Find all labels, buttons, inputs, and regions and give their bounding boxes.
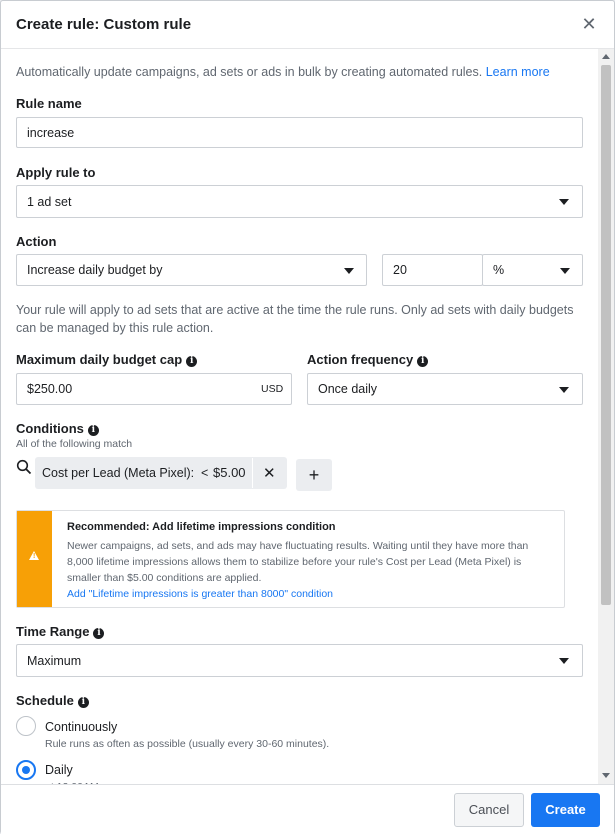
- time-range-label-text: Time Range: [16, 624, 90, 639]
- action-unit-value: %: [493, 263, 505, 277]
- action-amount-input[interactable]: [382, 254, 483, 286]
- conditions-subtitle: All of the following match: [16, 438, 133, 450]
- recommendation-title: Recommended: Add lifetime impressions condition: [67, 521, 336, 533]
- action-unit-select[interactable]: [482, 254, 583, 286]
- action-amount-value: 20: [393, 263, 407, 277]
- scroll-down-icon[interactable]: [602, 773, 610, 778]
- budget-cap-label-text: Maximum daily budget cap: [16, 352, 183, 367]
- learn-more-link[interactable]: Learn more: [485, 65, 550, 79]
- action-label: Action: [16, 234, 57, 249]
- rule-name-value: increase: [27, 126, 75, 140]
- info-icon[interactable]: i: [417, 356, 428, 367]
- frequency-value: Once daily: [318, 382, 378, 396]
- recommendation-line: Newer campaigns, ad sets, and ads may have fluctuating results. Waiting until they have more than: [67, 540, 529, 552]
- dialog-body: [1, 49, 598, 784]
- recommendation-text: [67, 538, 528, 586]
- action-select[interactable]: [16, 254, 367, 286]
- rule-name-input[interactable]: [16, 117, 583, 148]
- chip-divider: [252, 458, 253, 488]
- chevron-down-icon: [560, 268, 570, 274]
- create-button[interactable]: Create: [531, 793, 600, 827]
- cancel-button[interactable]: Cancel: [454, 793, 524, 827]
- apply-rule-value: 1 ad set: [27, 195, 72, 209]
- intro-description: Automatically update campaigns, ad sets or ads in bulk by creating automated rules.: [16, 65, 483, 79]
- rule-name-label: Rule name: [16, 96, 82, 111]
- info-icon[interactable]: i: [93, 628, 104, 639]
- condition-chip[interactable]: [35, 457, 287, 489]
- dialog-footer: [1, 784, 614, 834]
- recommendation-box: [16, 510, 565, 608]
- schedule-daily-radio[interactable]: [16, 760, 36, 780]
- schedule-label: [16, 693, 89, 708]
- conditions-label: [16, 421, 99, 436]
- info-icon[interactable]: i: [78, 697, 89, 708]
- action-value: Increase daily budget by: [27, 263, 163, 277]
- info-icon[interactable]: i: [186, 356, 197, 367]
- action-helper-text: [16, 301, 573, 337]
- chevron-down-icon: [559, 199, 569, 205]
- condition-value: $5.00: [213, 465, 246, 480]
- chevron-down-icon: [344, 268, 354, 274]
- add-impressions-condition-link[interactable]: Add "Lifetime impressions is greater than 8000" condition: [67, 588, 334, 600]
- apply-rule-select[interactable]: [16, 185, 583, 218]
- scroll-thumb[interactable]: [601, 65, 611, 605]
- budget-cap-value: $250.00: [27, 382, 73, 396]
- intro-text: [16, 65, 550, 79]
- condition-metric: Cost per Lead (Meta Pixel):: [42, 466, 195, 480]
- action-helper-line: can be managed by this rule action.: [16, 321, 214, 335]
- currency-label: USD: [261, 383, 284, 395]
- time-range-value: Maximum: [27, 654, 82, 668]
- budget-cap-input[interactable]: [16, 373, 292, 405]
- chevron-down-icon: [559, 658, 569, 664]
- search-icon: [16, 459, 32, 475]
- frequency-select[interactable]: [307, 373, 583, 405]
- recommendation-line: 8,000 lifetime impressions allows them to stabilize before your rule's Cost per Lead (Meta Pixel) is: [67, 556, 522, 568]
- dialog-header: [1, 1, 614, 49]
- warning-strip: [17, 511, 52, 607]
- close-icon[interactable]: ✕: [581, 14, 597, 34]
- info-icon[interactable]: i: [88, 425, 99, 436]
- frequency-label-text: Action frequency: [307, 352, 414, 367]
- conditions-label-text: Conditions: [16, 421, 84, 436]
- action-helper-line: Your rule will apply to ad sets that are active at the time the rule runs. Only ad sets with daily budgets: [16, 303, 574, 317]
- budget-cap-label: [16, 352, 197, 367]
- time-range-select[interactable]: [16, 644, 583, 677]
- schedule-option-label: Daily: [45, 763, 73, 777]
- remove-condition-icon[interactable]: ✕: [263, 465, 276, 482]
- schedule-option-description: Rule runs as often as possible (usually every 30-60 minutes).: [45, 738, 330, 750]
- add-condition-button[interactable]: +: [296, 459, 332, 491]
- condition-operator: <: [201, 466, 209, 480]
- schedule-continuously-radio[interactable]: [16, 716, 36, 736]
- scroll-up-icon[interactable]: [602, 54, 610, 59]
- chevron-down-icon: [559, 387, 569, 393]
- dialog-title: Create rule: Custom rule: [16, 16, 192, 33]
- time-range-label: [16, 624, 104, 639]
- warning-icon: !: [29, 551, 39, 560]
- frequency-label: [307, 352, 428, 367]
- apply-rule-label: Apply rule to: [16, 165, 96, 180]
- schedule-option-label: Continuously: [45, 720, 118, 734]
- scrollbar[interactable]: [598, 49, 614, 784]
- schedule-label-text: Schedule: [16, 693, 74, 708]
- recommendation-line: smaller than $5.00 conditions are applied.: [67, 572, 262, 584]
